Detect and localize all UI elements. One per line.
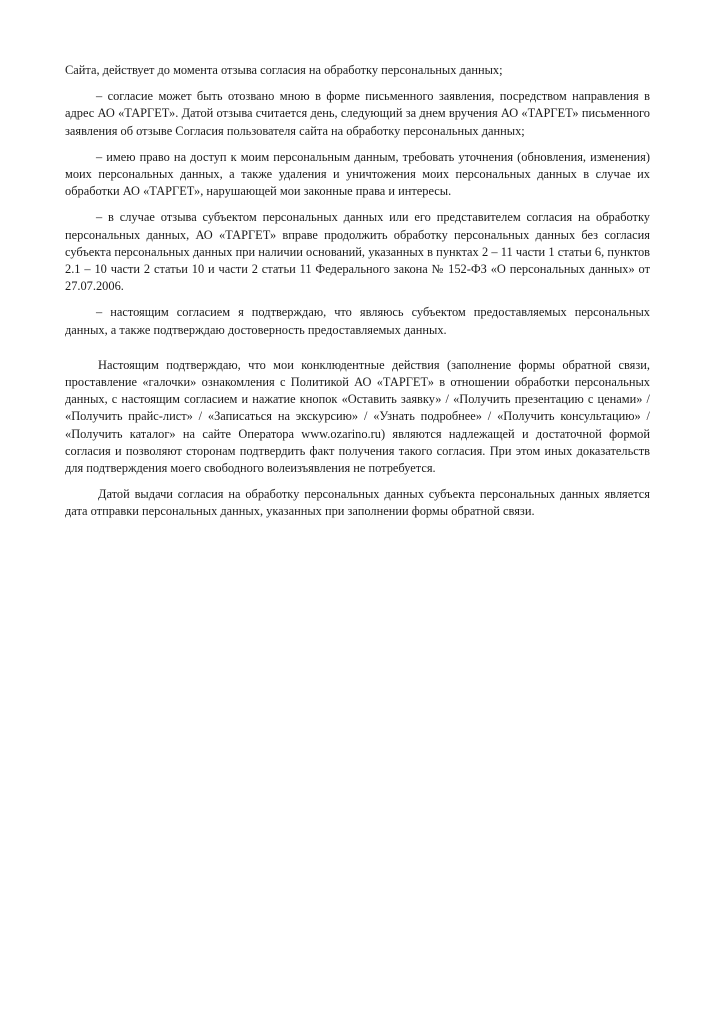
paragraph-clause-access-rights: – имею право на доступ к моим персональным данным, требовать уточнения (обновления, изменения) моих персональных данных, а также удаления и уничтожения моих персональных данных в случае их обработки АО «ТАРГЕТ», нарушающей мои законные права и интересы. [65, 149, 650, 199]
paragraph-continuation: Сайта, действует до момента отзыва согласия на обработку персональных данных; [65, 63, 503, 77]
paragraph-consent-date: Датой выдачи согласия на обработку персональных данных субъекта персональных данных является дата отправки персональных данных, указанных при заполнении формы обратной связи. [65, 487, 650, 519]
paragraph-clause-continued-processing: – в случае отзыва субъектом персональных данных или его представителем согласия на обработку персональных данных, АО «ТАРГЕТ» вправе продолжить обработку персональных данных без согласия субъекта персональных данных при наличии оснований, указанных в пунктах 2 – 11 части 1 статьи 6, пунктов 2.1 – 10 части 2 статьи 10 и части 2 статьи 11 Федерального закона № 152-ФЗ «О персональных данных» от 27.07.2006. [65, 210, 650, 294]
document-text-body [65, 62, 650, 521]
paragraph-clause-revocation: – согласие может быть отозвано мною в форме письменного заявления, посредством направления в адрес АО «ТАРГЕТ». Датой отзыва считается день, следующий за днем вручения АО «ТАРГЕТ» письменного заявления об отзыве Согласия пользователя сайта на обработку персональных данных; [65, 89, 650, 138]
paragraph-group-divider [65, 348, 650, 357]
paragraph-clause-subject-confirmation: – настоящим согласием я подтверждаю, что являюсь субъектом предоставляемых персональных данных, а также подтверждаю достоверность предоставляемых данных. [65, 305, 650, 337]
paragraph-implied-actions: Настоящим подтверждаю, что мои конклюдентные действия (заполнение формы обратной связи, проставление «галочки» ознакомления с Политикой АО «ТАРГЕТ» в отношении обработки персональных данных, с настоящим согласием и нажатие кнопок «Оставить заявку» / «Получить презентацию с ценами» / «Получить прайс-лист» / «Записаться на экскурсию» / «Узнать подробнее» / «Получить консультацию» / «Получить каталог» на сайте Оператора www.ozarino.ru) являются надлежащей и достаточной формой согласия и позволяют сторонам подтвердить факт получения такого согласия. При этом иных доказательств для подтверждения моего свободного волеизъявления не потребуется. [65, 357, 650, 476]
